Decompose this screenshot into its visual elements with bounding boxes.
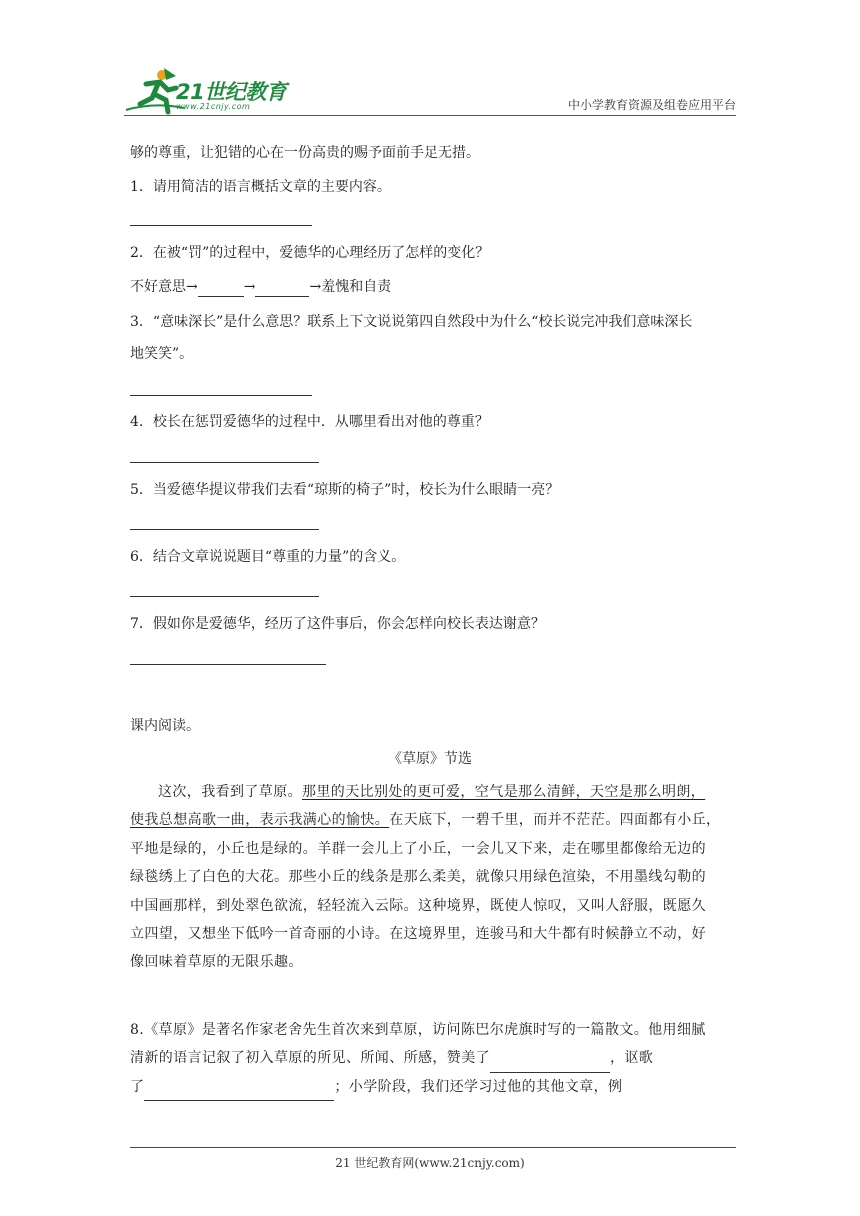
- section-heading: 课内阅读。: [130, 718, 200, 734]
- q8-blank-1[interactable]: [490, 1058, 610, 1073]
- chain-arrow: →: [243, 279, 256, 295]
- footer-divider: [130, 1147, 736, 1148]
- question-5: 5．当爱德华提议带我们去看“琼斯的椅子”时，校长为什么眼睛一亮？: [130, 482, 560, 498]
- question-8-line-3: [130, 1073, 730, 1101]
- page-header: [124, 60, 736, 120]
- platform-name: 中小学教育资源及组卷应用平台: [567, 98, 736, 112]
- question-4: 4．校长在惩罚爱德华的过程中．从哪里看出对他的尊重？: [130, 414, 489, 430]
- answer-line-4[interactable]: [130, 462, 319, 463]
- question-7: 7．假如你是爱德华，经历了这件事后，你会怎样向校长表达谢意？: [130, 616, 545, 632]
- question-2-chain: [130, 277, 391, 297]
- passage-line-1: [130, 778, 730, 806]
- question-6: 6．结合文章说说题目“尊重的力量”的含义。: [130, 549, 406, 565]
- answer-line-3[interactable]: [130, 395, 312, 396]
- passage-line-7: 像回味着草原的无限乐趣。: [130, 954, 303, 971]
- logo-text: 21世纪教育: [176, 80, 287, 104]
- question-8: [130, 1016, 730, 1101]
- continuation-text: 够的尊重，让犯错的心在一份高贵的赐予面前手足无措。: [130, 145, 480, 161]
- passage-rest-1: 在天底下，一碧千里，而并不茫茫。四面都有小丘，: [389, 812, 721, 829]
- passage-line-4: 绿毯绣上了白色的大花。那些小丘的线条是那么柔美，就像只用绿色渲染，不用墨线勾勒的: [130, 869, 706, 886]
- page-footer: 21 世纪教育网(www.21cnjy.com): [335, 1156, 525, 1170]
- passage-line-2: [130, 806, 730, 834]
- q8-text-d: ；小学阶段，我们还学习过他的其他文章，例: [334, 1078, 623, 1095]
- passage-title: 《草原》节选: [388, 751, 472, 767]
- question-1: 1．请用简洁的语言概括文章的主要内容。: [130, 179, 391, 195]
- chain-end: →羞愧和自责: [309, 279, 392, 295]
- answer-line-5[interactable]: [130, 529, 319, 530]
- answer-line-6[interactable]: [130, 596, 319, 597]
- chain-start: 不好意思→: [130, 279, 198, 295]
- passage-line-6: 立四望，又想坐下低吟一首奇丽的小诗。在这境界里，连骏马和大牛都有时候静立不动，好: [130, 926, 706, 943]
- answer-line-1[interactable]: [130, 225, 312, 226]
- chain-blank-2[interactable]: [255, 282, 309, 297]
- q8-blank-2[interactable]: [144, 1086, 334, 1101]
- header-divider: [124, 115, 736, 116]
- underlined-sentence-2: 使我总想高歌一曲，表示我满心的愉快。: [130, 812, 390, 829]
- passage-paragraph: [130, 778, 730, 977]
- question-3-line-1: 3．“意味深长”是什么意思？联系上下文说说第四自然段中为什么“校长说完冲我们意味深长: [130, 314, 693, 330]
- passage-line-3: 平地是绿的，小丘也是绿的。羊群一会儿上了小丘，一会儿又下来，走在哪里都像给无边的: [130, 840, 706, 857]
- q8-text-c: 了: [130, 1078, 145, 1095]
- passage-intro: 这次，我看到了草原。: [158, 784, 302, 800]
- passage-line-5: 中国画那样，到处翠色欲流，轻轻流入云际。这种境界，既使人惊叹，又叫人舒服，既愿久: [130, 897, 706, 914]
- q8-text-a: 清新的语言记叙了初入草原的所见、所闻、所感，赞美了: [130, 1050, 490, 1067]
- logo-url: www.21cnjy.com: [176, 102, 251, 111]
- question-8-line-2: [130, 1044, 730, 1072]
- question-3-line-2: 地笑笑”。: [130, 346, 194, 362]
- underlined-sentence-1: 那里的天比别处的更可爱，空气是那么清鲜，天空是那么明朗，: [302, 784, 706, 800]
- q8-text-b: ，讴歌: [610, 1050, 654, 1067]
- question-2: 2．在被“罚”的过程中，爱德华的心理经历了怎样的变化？: [130, 245, 490, 261]
- answer-line-7[interactable]: [130, 664, 326, 665]
- question-8-line-1: 8.《草原》是著名作家老舍先生首次来到草原，访问陈巴尔虎旗时写的一篇散文。他用细腻: [130, 1022, 706, 1038]
- chain-blank-1[interactable]: [198, 282, 244, 297]
